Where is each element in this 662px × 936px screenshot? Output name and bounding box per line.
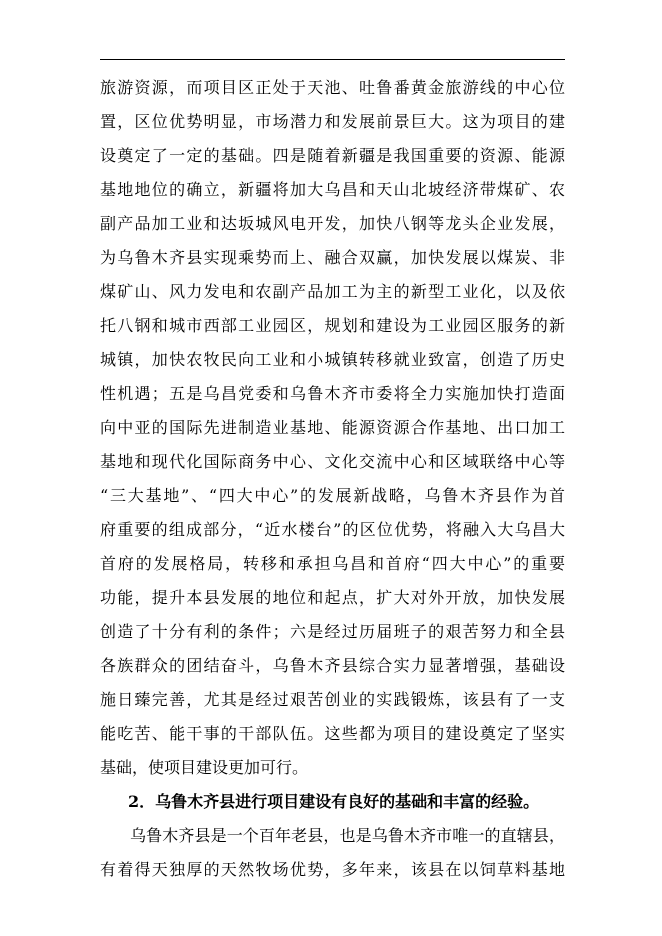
text-line: 功能，提升本县发展的地位和起点，扩大对外开放，加快发展 [100, 588, 565, 607]
section-heading: 2．乌鲁木齐县进行项目建设有良好的基础和丰富的经验。 [128, 792, 540, 811]
text-line: 各族群众的团结奋斗，乌鲁木齐县综合实力显著增强，基础设 [100, 656, 565, 675]
text-line: 基地地位的确立，新疆将加大乌昌和天山北坡经济带煤矿、农 [100, 180, 565, 199]
text-line: 能吃苦、能干事的干部队伍。这些都为项目的建设奠定了坚实 [100, 724, 565, 743]
header-rule [100, 59, 565, 60]
text-line: 创造了十分有利的条件；六是经过历届班子的艰苦努力和全县 [100, 622, 565, 641]
text-line: 基础，使项目建设更加可行。 [100, 758, 309, 777]
text-line: 旅游资源，而项目区正处于天池、吐鲁番黄金旅游线的中心位 [100, 78, 565, 97]
text-line: 城镇，加快农牧民向工业和小城镇转移就业致富，创造了历史 [100, 350, 565, 369]
text-line: 府重要的组成部分，“近水楼台”的区位优势，将融入大乌昌大 [100, 520, 565, 539]
text-line: 煤矿山、风力发电和农副产品加工为主的新型工业化，以及依 [100, 282, 565, 301]
text-line: 有着得天独厚的天然牧场优势，多年来，该县在以饲草料基地 [100, 860, 565, 879]
text-line: 设奠定了一定的基础。四是随着新疆是我国重要的资源、能源 [100, 146, 565, 165]
text-line: 基地和现代化国际商务中心、文化交流中心和区域联络中心等 [100, 452, 565, 471]
text-line: 向中亚的国际先进制造业基地、能源资源合作基地、出口加工 [100, 418, 565, 437]
text-line: 乌鲁木齐县是一个百年老县，也是乌鲁木齐市唯一的直辖县， [130, 826, 565, 845]
text-line: “三大基地”、“四大中心”的发展新战略，乌鲁木齐县作为首 [100, 486, 565, 505]
text-line: 副产品加工业和达坂城风电开发，加快八钢等龙头企业发展， [100, 214, 565, 233]
text-line: 置，区位优势明显，市场潜力和发展前景巨大。这为项目的建 [100, 112, 565, 131]
text-line: 首府的发展格局，转移和承担乌昌和首府“四大中心”的重要 [100, 554, 565, 573]
text-line: 为乌鲁木齐县实现乘势而上、融合双赢，加快发展以煤炭、非 [100, 248, 565, 267]
text-line: 性机遇；五是乌昌党委和乌鲁木齐市委将全力实施加快打造面 [100, 384, 565, 403]
text-line: 托八钢和城市西部工业园区，规划和建设为工业园区服务的新 [100, 316, 565, 335]
text-line: 施日臻完善，尤其是经过艰苦创业的实践锻炼，该县有了一支 [100, 690, 565, 709]
